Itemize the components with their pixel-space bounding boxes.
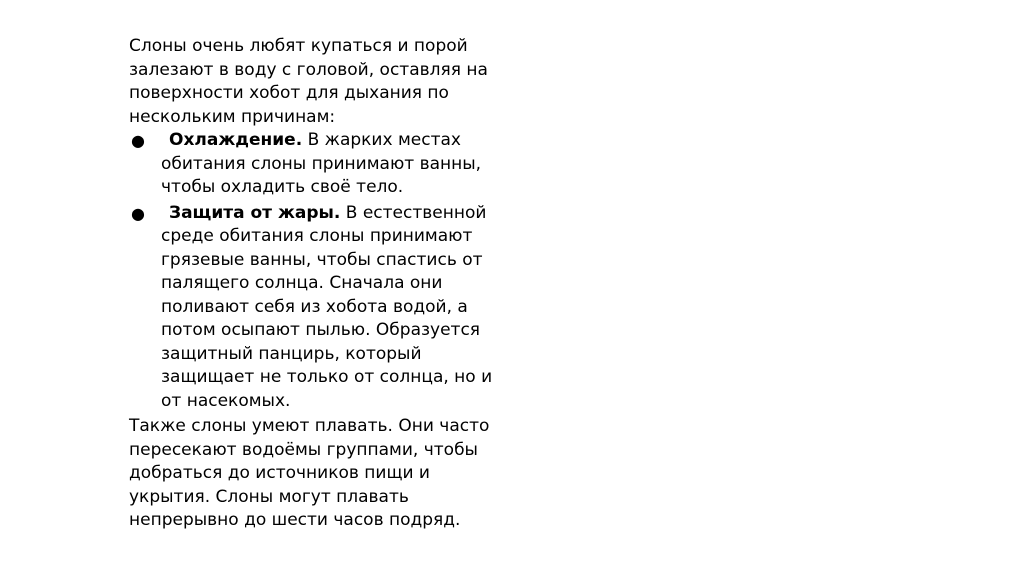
- bullet-text: [161, 129, 529, 200]
- bullet-list: [129, 129, 529, 413]
- text-content: [129, 35, 529, 533]
- intro-paragraph: Слоны очень любят купаться и порой залезают в воду с головой, оставляя на поверхности хобот для дыхания по нескольким причинам:: [129, 36, 488, 127]
- bullet-body: В жарких местах обитания слоны принимают ванны, чтобы охладить своё тело.: [161, 130, 482, 197]
- bullet-lead: Охлаждение.: [169, 130, 303, 150]
- bullet-body: В естественной среде обитания слоны принимают грязевые ванны, чтобы спастись от палящего солнца. Сначала они поливают себя из хобота водой, а потом осыпают пылью. Образуется защитный панцирь, который защищает не только от солнца, но и от насекомых.: [161, 202, 493, 411]
- outro-paragraph: Также слоны умеют плавать. Они часто пересекают водоёмы группами, чтобы добраться до источников пищи и укрытия. Слоны могут плавать непрерывно до шести часов подряд.: [129, 416, 490, 530]
- bullet-lead: Защита от жары.: [169, 202, 341, 223]
- bullet-text: [161, 202, 529, 414]
- bullet-icon: ●: [131, 131, 145, 150]
- bullet-icon: ●: [131, 203, 145, 223]
- bullet-item-cooling: [129, 129, 529, 200]
- bullet-item-heat-protection: [129, 202, 529, 414]
